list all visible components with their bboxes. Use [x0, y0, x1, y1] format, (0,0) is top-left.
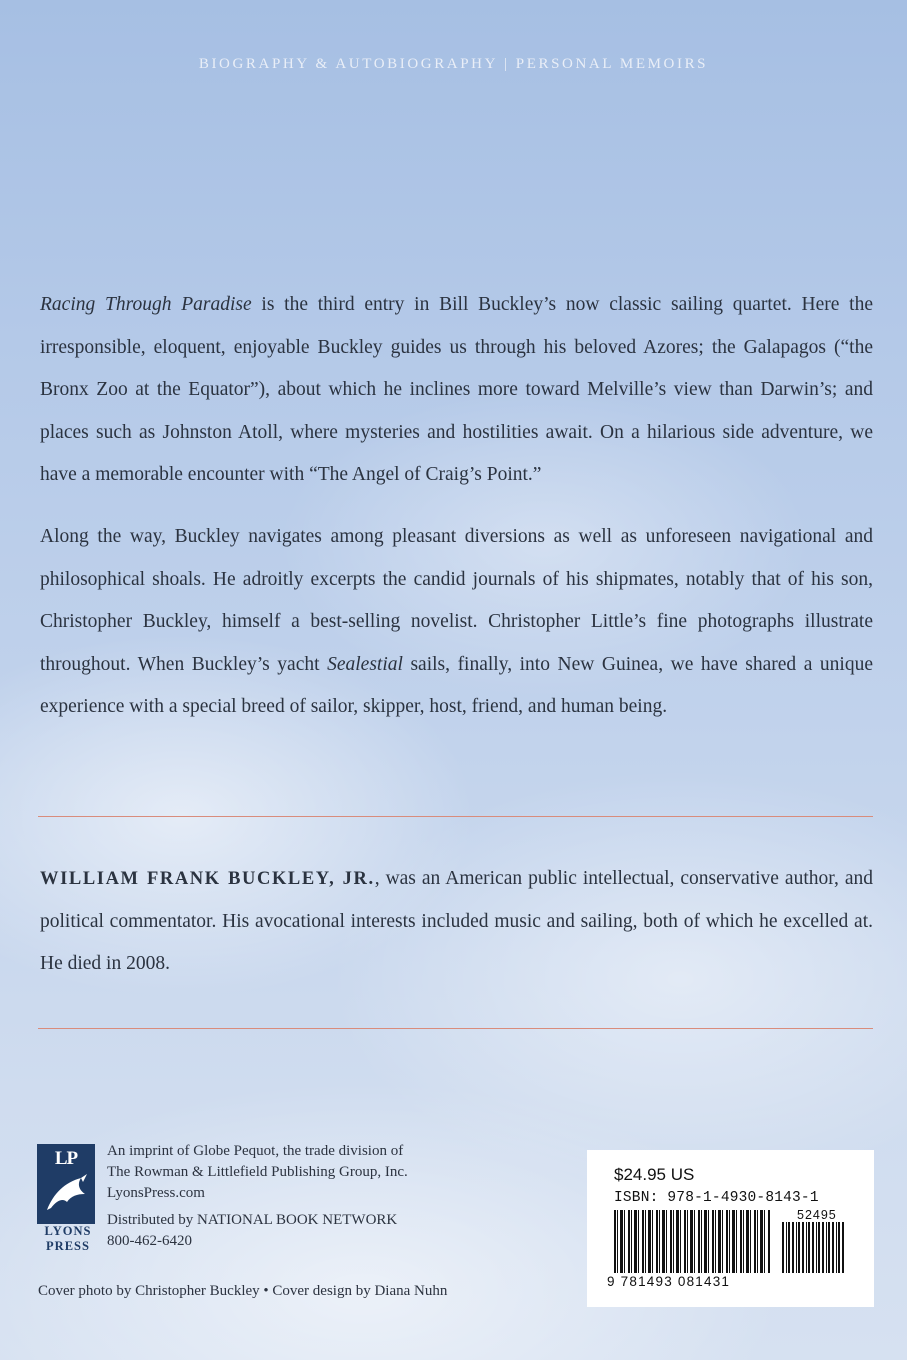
category-label: BIOGRAPHY & AUTOBIOGRAPHY | PERSONAL MEMOIRS	[198, 56, 709, 72]
author-bio-text: , was an American public intellectual, conservative author, and political commentator. His avocational interests included music and sailing, both of which he excelled at. He died in 2008.	[40, 868, 873, 974]
dolphin-icon	[37, 1144, 95, 1224]
divider-top	[38, 816, 873, 817]
addon-number: 52495	[797, 1208, 837, 1222]
distributor: Distributed by NATIONAL BOOK NETWORK	[107, 1212, 398, 1228]
logo-word-2: PRESS	[46, 1239, 90, 1253]
description-text-2b: sails, finally, into New Guinea, we have shared a unique experience with a special breed of sailor, skipper, host, friend, and human being.	[40, 653, 873, 717]
logo-word-1: LYONS	[44, 1224, 92, 1238]
ean-number: 9 781493 081431	[607, 1274, 731, 1289]
barcode-box	[587, 1150, 874, 1307]
price: $24.95 US	[614, 1165, 695, 1184]
divider-bottom	[38, 1028, 873, 1029]
logo-box	[37, 1144, 95, 1224]
logo-letters: LP	[54, 1148, 78, 1169]
imprint-block	[107, 1141, 487, 1252]
imprint-line-2: The Rowman & Littlefield Publishing Group, Inc.	[107, 1164, 408, 1180]
ean-barcode	[614, 1210, 770, 1273]
publisher-logo	[37, 1144, 95, 1254]
description-paragraph-2	[40, 516, 873, 729]
imprint-line-1: An imprint of Globe Pequot, the trade division of	[107, 1143, 404, 1159]
author-name: WILLIAM FRANK BUCKLEY, JR.	[40, 869, 375, 889]
publisher-website: LyonsPress.com	[107, 1185, 205, 1201]
description-text-2a: Along the way, Buckley navigates among pleasant diversions as well as unforeseen navigational and philosophical shoals. He adroitly excerpts the candid journals of his shipmates, notably that of his son, Christopher Buckley, himself a best-selling novelist. Christopher Little’s fine photographs illustrate throughout. When Buckley’s yacht	[40, 526, 873, 675]
yacht-name: Sealestial	[327, 653, 403, 675]
publisher-phone: 800-462-6420	[107, 1233, 192, 1249]
isbn: ISBN: 978-1-4930-8143-1	[614, 1190, 819, 1206]
description-paragraph-1	[40, 284, 873, 497]
addon-barcode	[782, 1222, 846, 1273]
book-title: Racing Through Paradise	[40, 294, 252, 315]
description-text-1: is the third entry in Bill Buckley’s now classic sailing quartet. Here the irresponsible, eloquent, enjoyable Buckley guides us through his beloved Azores; the Galapagos (“the Bronx Zoo at the Equator”), about which he inclines more toward Melville’s view than Darwin’s; and places such as Johnston Atoll, where mysteries and hostilities await. On a hilarious side adventure, we have a memorable encounter with “The Angel of Craig’s Point.”	[40, 294, 873, 485]
author-bio	[40, 858, 873, 986]
cover-credits: Cover photo by Christopher Buckley • Cover design by Diana Nuhn	[38, 1283, 448, 1299]
